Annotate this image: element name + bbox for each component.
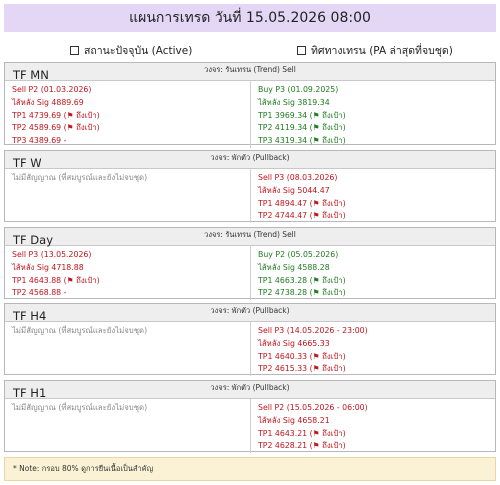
legend-row [0,42,500,58]
panel-tf-w [4,150,496,222]
signal-text: TP2 4615.33 ( [258,364,313,374]
timeframe-name: TF W [13,156,42,170]
flag-icon: ⚑ [312,441,320,451]
signal-line [258,275,495,288]
flag-icon: ⚑ [66,275,74,285]
flag-icon: ⚑ [312,198,320,208]
signal-status: ถึงเป้า) [73,110,100,120]
signal-text: TP2 4589.69 ( [12,123,67,133]
signal-column-right [250,169,495,223]
signal-text: TP2 4738.28 ( [258,288,313,298]
flag-icon: ⚑ [312,428,320,438]
signal-text: TP3 4319.34 ( [258,136,313,146]
trend-label: วงจร: รันเทรน (Trend) Sell [204,230,296,239]
signal-line [258,172,495,185]
note-box [4,457,496,481]
legend-direction-label: ทิศทางเทรน (PA ล่าสุดที่จบชุด) [311,45,453,57]
signal-column-right [250,322,495,376]
panel-header [5,63,495,81]
signal-text: TP1 3969.34 ( [258,110,313,120]
signal-status: ถึงเป้า) [319,441,346,451]
signal-column-right [250,81,495,148]
signal-status: ถึงเป้า) [319,110,346,120]
signal-line [12,249,250,262]
signal-line [12,172,250,185]
signal-status: ถึงเป้า) [73,275,100,285]
legend-active-label: สถานะปัจจุบัน (Active) [84,45,193,57]
signal-column-left [5,246,250,300]
flag-icon: ⚑ [312,288,320,298]
panel-header [5,381,495,399]
signal-status: ถึงเป้า) [319,211,346,221]
panel-tf-mn [4,62,496,145]
trend-label: วงจร: พักตัว (Pullback) [210,383,290,392]
signal-text: TP3 4389.69 - [12,136,67,146]
panel-body [5,169,495,223]
signal-text: TP1 4739.69 ( [12,110,67,120]
panel-body [5,399,495,453]
flag-icon: ⚑ [312,136,320,146]
signal-text: Sell P3 (08.03.2026) [258,173,338,182]
signal-text: Sell P3 (14.05.2026 - 23:00) [258,326,368,335]
flag-icon: ⚑ [66,110,74,120]
trend-label: วงจร: พักตัว (Pullback) [210,153,290,162]
signal-status: ถึงเป้า) [319,123,346,133]
signal-column-right [250,246,495,300]
note-text: * Note: กรอบ 80% ดูการยืนเนื้อเป็นสำคัญ [13,464,154,473]
signal-status: ถึงเป้า) [319,351,346,361]
signal-line [258,249,495,262]
signal-line [258,97,495,110]
signal-status: ถึงเป้า) [319,288,346,298]
signal-text: ไส้หลัง Sig 4588.28 [258,262,330,272]
signal-line [258,325,495,338]
signal-line [12,84,250,97]
flag-icon: ⚑ [312,110,320,120]
signal-text: Buy P3 (01.09.2025) [258,85,339,94]
signal-line [258,287,495,300]
flag-icon: ⚑ [312,351,320,361]
signal-text: ไส้หลัง Sig 5044.47 [258,185,330,195]
signal-status: ถึงเป้า) [319,364,346,374]
flag-icon: ⚑ [312,364,320,374]
panel-header [5,151,495,169]
signal-line [258,338,495,351]
signal-line [258,402,495,415]
signal-column-left [5,399,250,453]
signal-line [12,325,250,338]
signal-line [12,402,250,415]
signal-column-right [250,399,495,453]
signal-text: TP2 4119.34 ( [258,123,313,133]
signal-line [12,110,250,123]
signal-line [258,185,495,198]
timeframe-name: TF H1 [13,386,47,400]
signal-line [258,110,495,123]
signal-status: ถึงเป้า) [319,275,346,285]
signal-text: ไส้หลัง Sig 4658.21 [258,415,330,425]
signal-column-left [5,322,250,376]
trend-label: วงจร: รันเทรน (Trend) Sell [204,65,296,74]
page-title: แผนการเทรด วันที่ 15.05.2026 08:00 [129,10,371,26]
signal-text: TP1 4663.28 ( [258,275,313,285]
page-title-bar [4,4,496,32]
signal-line [12,287,250,300]
signal-line [258,428,495,441]
signal-line [12,135,250,148]
checkbox-icon [297,46,306,55]
flag-icon: ⚑ [312,123,320,133]
panel-body [5,246,495,300]
panel-tf-h4 [4,303,496,375]
signal-text: TP1 4643.21 ( [258,428,313,438]
signal-text: TP1 4894.47 ( [258,198,313,208]
signal-text: ไส้หลัง Sig 4889.69 [12,97,84,107]
signal-line [12,97,250,110]
signal-line [258,210,495,223]
checkbox-icon [70,46,79,55]
signal-text: ไส้หลัง Sig 3819.34 [258,97,330,107]
signal-column-left [5,169,250,223]
signal-text: Sell P2 (15.05.2026 - 06:00) [258,403,368,412]
legend-active [70,42,192,59]
signal-text: ไส้หลัง Sig 4665.33 [258,338,330,348]
signal-text: TP1 4643.88 ( [12,275,67,285]
signal-line [12,262,250,275]
panel-body [5,322,495,376]
signal-text: ไส้หลัง Sig 4718.88 [12,262,84,272]
timeframe-name: TF Day [13,233,54,247]
signal-text: TP2 4628.21 ( [258,441,313,451]
flag-icon: ⚑ [312,275,320,285]
timeframe-name: TF MN [13,68,49,82]
signal-text: TP2 4568.88 - [12,288,67,298]
signal-status: ถึงเป้า) [319,136,346,146]
signal-line [258,415,495,428]
panel-body [5,81,495,148]
signal-text: ไม่มีสัญญาณ (ที่สมบูรณ์และยังไม่จบชุด) [12,326,148,335]
signal-status: ถึงเป้า) [319,198,346,208]
panel-tf-h1 [4,380,496,452]
signal-status: ถึงเป้า) [319,428,346,438]
panel-header [5,304,495,322]
signal-text: Sell P3 (13.05.2026) [12,250,92,259]
signal-line [258,351,495,364]
signal-text: ไม่มีสัญญาณ (ที่สมบูรณ์และยังไม่จบชุด) [12,403,148,412]
signal-text: TP1 4640.33 ( [258,351,313,361]
signal-status: ถึงเป้า) [73,123,100,133]
flag-icon: ⚑ [66,123,74,133]
signal-line [258,440,495,453]
signal-line [258,262,495,275]
signal-text: ไม่มีสัญญาณ (ที่สมบูรณ์และยังไม่จบชุด) [12,173,148,182]
signal-text: TP2 4744.47 ( [258,211,313,221]
timeframe-name: TF H4 [13,309,47,323]
flag-icon: ⚑ [312,211,320,221]
signal-line [12,122,250,135]
signal-line [258,84,495,97]
signal-column-left [5,81,250,148]
signal-line [12,275,250,288]
trend-label: วงจร: พักตัว (Pullback) [210,306,290,315]
panel-header [5,228,495,246]
signal-line [258,198,495,211]
panel-tf-day [4,227,496,299]
signal-text: Buy P2 (05.05.2026) [258,250,339,259]
signal-line [258,122,495,135]
legend-direction [297,42,453,59]
signal-line [258,135,495,148]
signal-line [258,363,495,376]
signal-text: Sell P2 (01.03.2026) [12,85,92,94]
